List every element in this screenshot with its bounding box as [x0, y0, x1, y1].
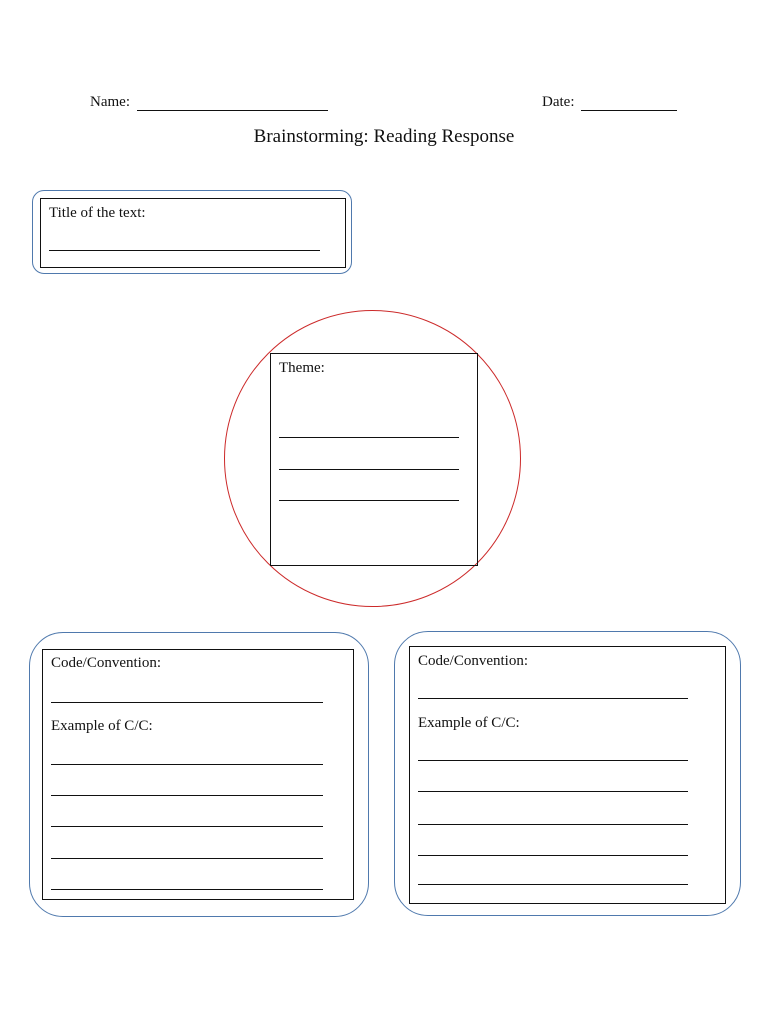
- title-of-text-label: Title of the text:: [49, 205, 146, 221]
- date-label: Date:: [542, 94, 575, 110]
- cc-right-example-line-3[interactable]: [418, 824, 688, 825]
- cc-left-code-label: Code/Convention:: [51, 655, 161, 671]
- cc-left-example-label: Example of C/C:: [51, 718, 153, 734]
- date-input-line[interactable]: [581, 110, 677, 111]
- cc-left-box: [42, 649, 354, 900]
- theme-box: [270, 353, 478, 566]
- cc-right-example-line-2[interactable]: [418, 791, 688, 792]
- name-label: Name:: [90, 94, 130, 110]
- cc-left-example-line-2[interactable]: [51, 795, 323, 796]
- theme-label: Theme:: [279, 360, 325, 376]
- cc-right-example-line-1[interactable]: [418, 760, 688, 761]
- cc-right-example-line-5[interactable]: [418, 884, 688, 885]
- cc-right-example-line-4[interactable]: [418, 855, 688, 856]
- cc-right-example-label: Example of C/C:: [418, 715, 520, 731]
- cc-left-example-line-1[interactable]: [51, 764, 323, 765]
- name-input-line[interactable]: [137, 110, 328, 111]
- worksheet-title: Brainstorming: Reading Response: [253, 126, 515, 147]
- cc-right-code-label: Code/Convention:: [418, 653, 528, 669]
- cc-left-example-line-5[interactable]: [51, 889, 323, 890]
- cc-left-code-line[interactable]: [51, 702, 323, 703]
- theme-line-3[interactable]: [279, 500, 459, 501]
- title-of-text-line[interactable]: [49, 250, 320, 251]
- cc-left-example-line-3[interactable]: [51, 826, 323, 827]
- theme-line-2[interactable]: [279, 469, 459, 470]
- cc-right-code-line[interactable]: [418, 698, 688, 699]
- theme-line-1[interactable]: [279, 437, 459, 438]
- cc-right-box: [409, 646, 726, 904]
- cc-left-example-line-4[interactable]: [51, 858, 323, 859]
